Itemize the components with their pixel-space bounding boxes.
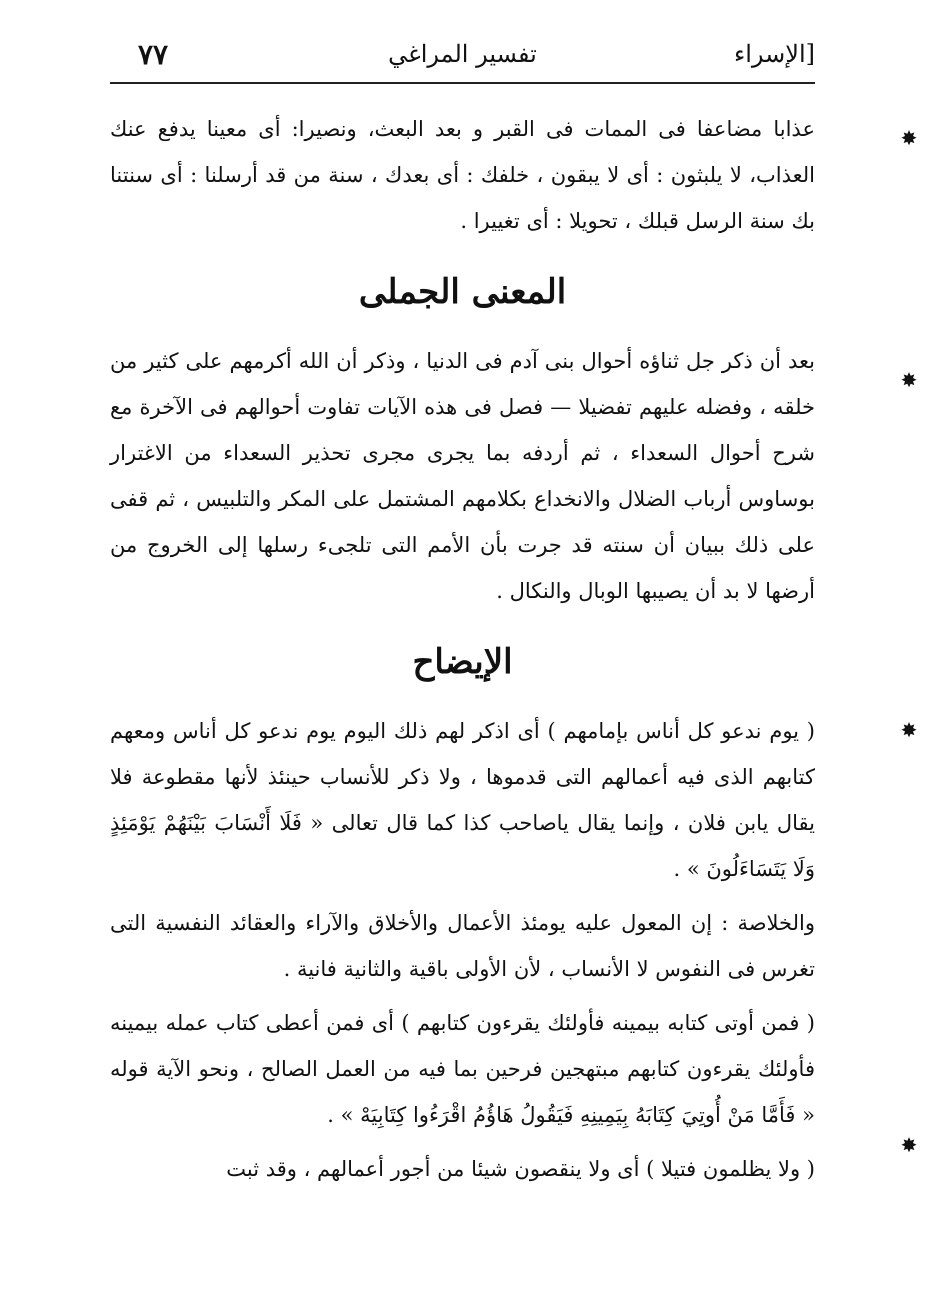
paragraph-explanation-2: ( فمن أوتى كتابه بيمينه فأولئك يقرءون كتابهم ) أى فمن أعطى كتاب عمله بيمينه فأولئك يقرءون كتابهم مبتهجين فرحين بما فيه من العمل الصالح ، ونحو الآية قوله « فَأَمَّا مَنْ أُوتِيَ كِتَابَهُ بِيَمِينِهِ فَيَقُولُ هَاؤُمُ اقْرَءُوا كِتَابِيَهْ » .	[110, 1011, 815, 1127]
paragraph-summary: والخلاصة : إن المعول عليه يومئذ الأعمال والأخلاق والآراء والعقائد النفسية التى تغرس فى النفوس لا الأنساب ، لأن الأولى باقية والثانية فانية .	[110, 911, 815, 981]
section-heading-general-meaning: المعنى الجملى	[358, 272, 567, 312]
margin-mark-icon: ✸	[900, 368, 918, 392]
margin-mark-icon: ✸	[900, 718, 918, 742]
page-number: ٧٧	[138, 38, 169, 71]
paragraph-explanation-3: ( ولا يظلمون فتيلا ) أى ولا ينقصون شيئا من أجور أعمالهم ، وقد ثبت	[226, 1157, 815, 1181]
margin-mark-icon: ✸	[900, 126, 918, 150]
paragraph-glossary: عذابا مضاعفا فى الممات فى القبر و بعد البعث، ونصيرا: أى معينا يدفع عنك العذاب، لا يلبثون : أى لا يبقون ، خلفك : أى بعدك ، سنة من قد أرسلنا : أى سنتنا بك سنة الرسل قبلك ، تحويلا : أى تغييرا .	[110, 117, 815, 233]
paragraph-explanation-1: ( يوم ندعو كل أناس بإمامهم ) أى اذكر لهم ذلك اليوم يوم ندعو كل أناس ومعهم كتابهم الذى فيه أعمالهم التى قدموها ، ولا ذكر للأنساب حينئذ لأنها مقطوعة فلا يقال يابن فلان ، وإنما يقال ياصاحب كذا كما قال تعالى « فَلَا أَنْسَابَ بَيْنَهُمْ يَوْمَئِذٍ وَلَا يَتَسَاءَلُونَ » .	[110, 719, 815, 881]
header-book-title: تفسير المراغي	[388, 40, 537, 68]
margin-mark-icon: ✸	[900, 1133, 918, 1157]
document-page	[110, 30, 815, 1280]
header-section-name: [الإسراء	[733, 40, 815, 68]
section-heading-explanation: الإيضاح	[412, 642, 513, 682]
running-header	[110, 30, 815, 84]
paragraph-general-meaning: بعد أن ذكر جل ثناؤه أحوال بنى آدم فى الدنيا ، وذكر أن الله أكرمهم على كثير من خلقه ، وفضله عليهم تفضيلا — فصل فى هذه الآيات تفاوت أحوالهم فى الآخرة مع شرح أحوال السعداء ، ثم أردفه بما يجرى مجرى تحذير السعداء من الاغترار بوساوس أرباب الضلال والانخداع بكلامهم المشتمل على المكر والتلبيس ، ثم قفى على ذلك ببيان أن سنته قد جرت بأن الأمم التى تلجىء رسلها إلى الخروج من أرضها لا بد أن يصيبها الوبال والنكال .	[110, 349, 815, 603]
